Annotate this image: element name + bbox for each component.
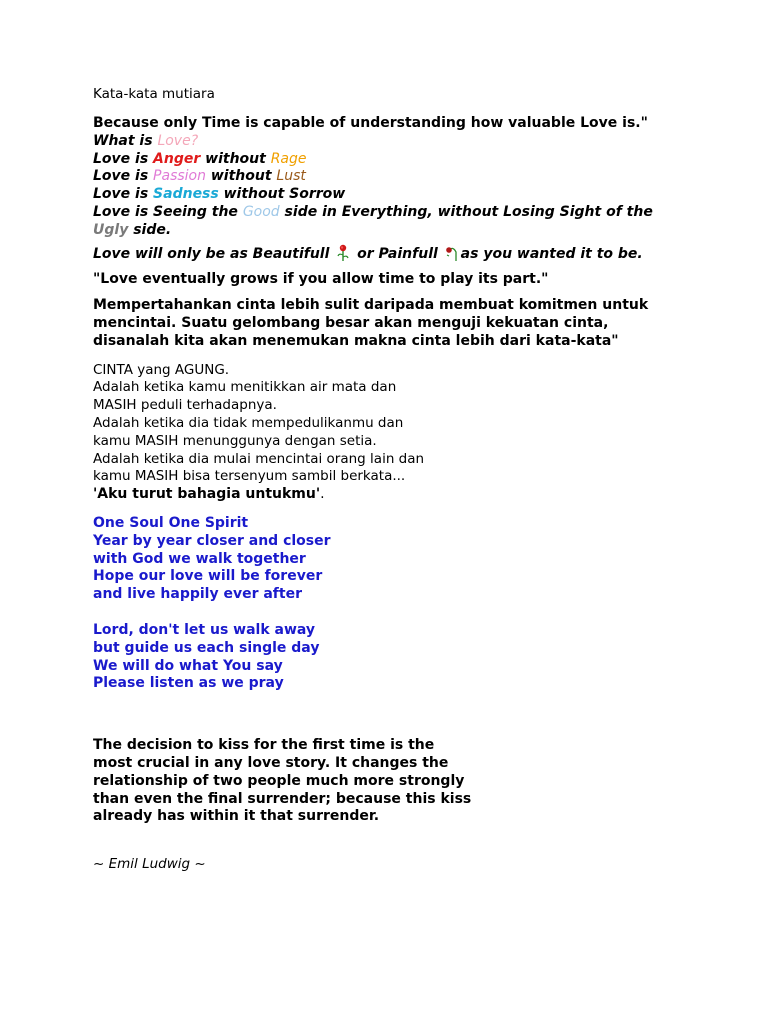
paragraph-line: than even the final surrender; because this kiss [93,790,472,807]
love-line-what [93,133,693,151]
love-line-beautiful [93,244,693,264]
anger-word: Anger [153,150,201,167]
indonesian-paragraph [93,297,693,350]
verse-line: Year by year closer and closer [93,532,331,549]
verse-line: Hope our love will be forever [93,568,323,585]
cinta-paragraph [93,362,693,504]
paragraph-line: Adalah ketika dia mulai mencintai orang lain dan [93,450,425,467]
verse-line: We will do what You say [93,657,283,674]
text: without [200,150,271,167]
paragraph-line: Adalah ketika dia tidak mempedulikanmu dan [93,414,404,431]
lust-word: Lust [276,168,306,185]
text: Love is [93,168,154,185]
good-word: Good [242,203,280,220]
paragraph-line: Mempertahankan cinta lebih sulit daripada membuat komitmen untuk [93,297,649,314]
verse-one [93,515,693,604]
paragraph-line: already has within it that surrender. [93,808,380,825]
rose-icon [336,244,350,262]
paragraph-line: The decision to kiss for the first time is the [93,737,435,754]
paragraph-line: disanalah kita akan menemukan makna cinta lebih dari kata-kata" [93,332,619,349]
period: . [320,486,325,503]
text: or Painfull [352,245,443,262]
text: Love is [93,150,154,167]
text: Love is [93,186,154,203]
paragraph-line: kamu MASIH bisa tersenyum sambil berkata... [93,468,406,485]
paragraph-line: MASIH peduli terhadapnya. [93,397,277,414]
love-line-good-ugly [93,204,693,240]
verse-line: and live happily ever after [93,586,302,603]
kiss-paragraph [93,737,693,826]
paragraph-line: CINTA yang AGUNG. [93,361,230,378]
document-title: Kata-kata mutiara [93,86,215,102]
paragraph-line: relationship of two people much more strongly [93,772,465,789]
paragraph-line: Adalah ketika kamu menitikkan air mata dan [93,379,397,396]
paragraph-line: kamu MASIH menunggunya dengan setia. [93,432,377,449]
paragraph-line [93,486,693,504]
verse-line: One Soul One Spirit [93,514,249,531]
ugly-word: Ugly [93,221,129,238]
aku-turut-text: 'Aku turut bahagia untukmu' [93,486,321,503]
sadness-word: Sadness [153,186,219,203]
what-is-text: What is [93,132,158,149]
love-line-sadness [93,186,693,204]
document-page [93,85,693,872]
verse-two [93,622,693,693]
paragraph-line: most crucial in any love story. It changes the [93,754,449,771]
love-line-passion [93,168,693,186]
wilted-rose-icon [445,244,459,262]
author-attribution: ~ Emil Ludwig ~ [93,856,206,873]
text: side in Everything, without Losing Sight of the [279,203,653,220]
text: side. [128,221,172,238]
text: Love will only be as Beautifull [93,245,335,262]
text: without Sorrow [218,186,346,203]
verse-line: Lord, don't let us walk away [93,621,316,638]
love-question-word: Love? [157,132,199,149]
text: without [205,168,277,185]
verse-line: with God we walk together [93,550,306,567]
intro-line: Because only Time is capable of understanding how valuable Love is." [93,115,648,131]
rage-word: Rage [270,150,307,167]
love-line-anger [93,151,693,169]
quote-grows: "Love eventually grows if you allow time to play its part." [93,271,549,288]
passion-word: Passion [153,168,206,185]
verse-line: but guide us each single day [93,639,320,656]
verse-line: Please listen as we pray [93,675,284,692]
text: Love is Seeing the [93,203,243,220]
paragraph-line: mencintai. Suatu gelombang besar akan menguji kekuatan cinta, [93,314,609,331]
text: as you wanted it to be. [460,245,643,262]
